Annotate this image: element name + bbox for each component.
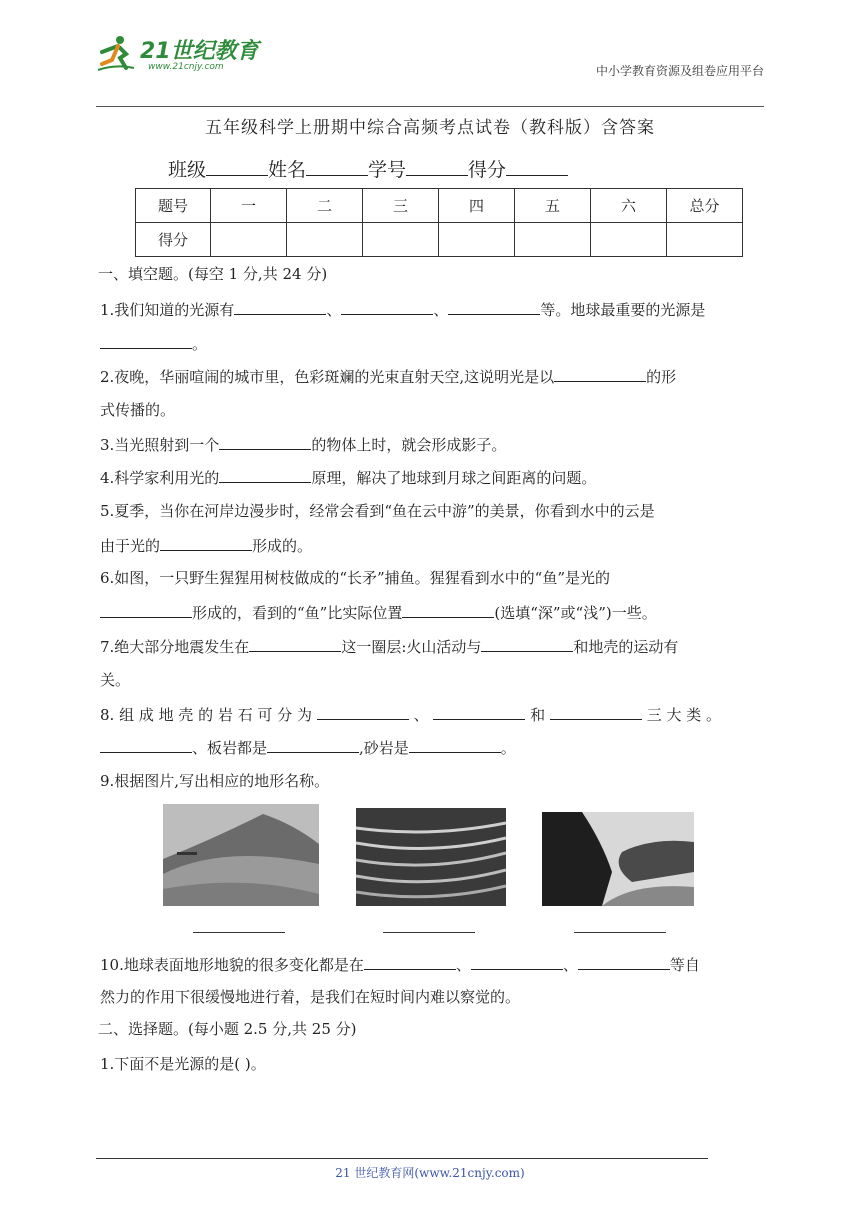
site-logo <box>96 32 266 76</box>
question-2-line2: 式传播的。 <box>100 401 176 419</box>
answer-blank[interactable] <box>383 932 475 933</box>
table-row <box>136 189 743 223</box>
logo-text: 21世纪教育 <box>140 39 259 64</box>
score-cell[interactable] <box>515 223 591 257</box>
answer-blank[interactable] <box>193 932 285 933</box>
desert-dunes-icon <box>163 804 319 906</box>
q-text: (选填“深”或“浅”)一些。 <box>494 604 657 622</box>
question-8-line2 <box>100 737 516 758</box>
q-text: 的物体上时，就会形成影子。 <box>311 436 507 454</box>
q-text: 等自 <box>669 956 700 974</box>
q-text: 这一圈层:火山活动与 <box>341 638 482 656</box>
table-cell: 二 <box>287 189 363 223</box>
answer-blank[interactable] <box>317 704 409 720</box>
answer-blank[interactable] <box>364 954 456 970</box>
score-cell[interactable] <box>211 223 287 257</box>
question-7-line1 <box>100 636 678 657</box>
score-cell[interactable] <box>439 223 515 257</box>
q-text: 、 <box>433 301 449 319</box>
choice-question-1: 1.下面不是光源的是( )。 <box>100 1055 266 1073</box>
answer-blank[interactable] <box>554 366 646 382</box>
q-text: 、 <box>413 706 429 724</box>
q-text: 10.地球表面地形地貌的很多变化都是在 <box>100 956 364 974</box>
q-text: 。 <box>192 335 208 353</box>
score-cell[interactable] <box>363 223 439 257</box>
q-text: 和 <box>530 706 546 724</box>
question-1-line2 <box>100 333 207 354</box>
q-text: 2.夜晚，华丽喧闹的城市里，色彩斑斓的光束直射天空,这说明光是以 <box>100 368 555 386</box>
page-header <box>96 30 764 78</box>
answer-blank[interactable] <box>578 954 670 970</box>
answer-blank[interactable] <box>402 602 494 618</box>
question-10-line1 <box>100 954 700 975</box>
question-6-line1: 6.如图，一只野生猩猩用树枝做成的“长矛”捕鱼。猩猩看到水中的“鱼”是光的 <box>100 569 610 587</box>
score-cell[interactable] <box>667 223 743 257</box>
answer-blank[interactable] <box>100 602 192 618</box>
table-row <box>136 223 743 257</box>
section1-heading: 一、填空题。(每空 1 分,共 24 分) <box>98 265 328 283</box>
q-text: 和地壳的运动有 <box>573 638 679 656</box>
section2-heading: 二、选择题。(每小题 2.5 分,共 25 分) <box>98 1020 357 1038</box>
answer-blank[interactable] <box>219 434 311 450</box>
score-table <box>135 188 743 257</box>
q-text: 7.绝大部分地震发生在 <box>100 638 250 656</box>
logo-url: www.21cnjy.com <box>148 62 224 72</box>
answer-blank[interactable] <box>100 737 192 753</box>
name-blank[interactable] <box>306 157 368 176</box>
class-label: 班级 <box>168 159 207 181</box>
answer-blank[interactable] <box>100 333 192 349</box>
answer-blank[interactable] <box>574 932 666 933</box>
footer-divider <box>96 1158 708 1159</box>
q-text: 、 <box>562 956 578 974</box>
answer-blank[interactable] <box>550 704 642 720</box>
answer-blank[interactable] <box>234 299 326 315</box>
question-7-line2: 关。 <box>100 671 131 689</box>
answer-blank[interactable] <box>249 636 341 652</box>
valley-image <box>542 812 694 906</box>
question-5-line1: 5.夏季，当你在河岸边漫步时，经常会看到“鱼在云中游”的美景，你看到水中的云是 <box>100 502 655 520</box>
exam-title: 五年级科学上册期中综合高频考点试卷（教科版）含答案 <box>205 118 655 138</box>
score-blank[interactable] <box>506 157 568 176</box>
q-text: 。 <box>500 739 516 757</box>
table-cell: 四 <box>439 189 515 223</box>
student-info-row <box>168 155 568 182</box>
q-text: 、 <box>326 301 342 319</box>
q-text: 的形 <box>646 368 677 386</box>
number-label: 学号 <box>368 159 407 181</box>
footer-text: 21 世纪教育网(www.21cnjy.com) <box>335 1166 525 1180</box>
q-text: 1.我们知道的光源有 <box>100 301 235 319</box>
q-text: 形成的，看到的“鱼”比实际位置 <box>192 604 403 622</box>
answer-blank[interactable] <box>409 737 501 753</box>
desert-dunes-image <box>163 804 319 906</box>
question-2-line1 <box>100 366 676 387</box>
name-label: 姓名 <box>268 159 307 181</box>
table-cell: 总分 <box>667 189 743 223</box>
q-text: 3.当光照射到一个 <box>100 436 220 454</box>
table-cell: 三 <box>363 189 439 223</box>
answer-blank[interactable] <box>160 535 252 551</box>
table-cell: 五 <box>515 189 591 223</box>
terraced-fields-image <box>356 808 506 906</box>
table-cell: 得分 <box>136 223 211 257</box>
header-platform-text: 中小学教育资源及组卷应用平台 <box>595 64 764 78</box>
question-10-line2: 然力的作用下很缓慢地进行着，是我们在短时间内难以察觉的。 <box>100 988 521 1006</box>
answer-blank[interactable] <box>219 467 311 483</box>
number-blank[interactable] <box>406 157 468 176</box>
question-9: 9.根据图片,写出相应的地形名称。 <box>100 772 330 790</box>
table-cell: 一 <box>211 189 287 223</box>
q-text: 、板岩都是 <box>192 739 268 757</box>
runner-logo-icon <box>96 34 136 72</box>
q-text: ,砂岩是 <box>359 739 409 757</box>
table-cell: 题号 <box>136 189 211 223</box>
table-cell: 六 <box>591 189 667 223</box>
score-cell[interactable] <box>591 223 667 257</box>
answer-blank[interactable] <box>433 704 525 720</box>
question-3 <box>100 434 506 455</box>
q-text: 4.科学家利用光的 <box>100 469 220 487</box>
q-text: 等。地球最重要的光源是 <box>540 301 706 319</box>
class-blank[interactable] <box>206 157 268 176</box>
q-text: 由于光的 <box>100 537 161 555</box>
q-text: 三 大 类 。 <box>646 706 722 724</box>
answer-blank[interactable] <box>448 299 540 315</box>
question-6-line2 <box>100 602 657 623</box>
score-label: 得分 <box>468 159 507 181</box>
q-text: 形成的。 <box>252 537 313 555</box>
score-cell[interactable] <box>287 223 363 257</box>
q-text: 8. 组 成 地 壳 的 岩 石 可 分 为 <box>100 706 312 724</box>
question-8-line1 <box>100 704 721 725</box>
answer-blank[interactable] <box>481 636 573 652</box>
answer-blank[interactable] <box>267 737 359 753</box>
answer-blank[interactable] <box>471 954 563 970</box>
answer-blank[interactable] <box>341 299 433 315</box>
question-5-line2 <box>100 535 312 556</box>
q-text: 原理，解决了地球到月球之间距离的问题。 <box>311 469 597 487</box>
terraces-icon <box>356 808 506 906</box>
question-4 <box>100 467 596 488</box>
valley-icon <box>542 812 694 906</box>
q-text: 、 <box>455 956 471 974</box>
header-divider <box>96 106 764 107</box>
question-1-line1 <box>100 299 705 320</box>
